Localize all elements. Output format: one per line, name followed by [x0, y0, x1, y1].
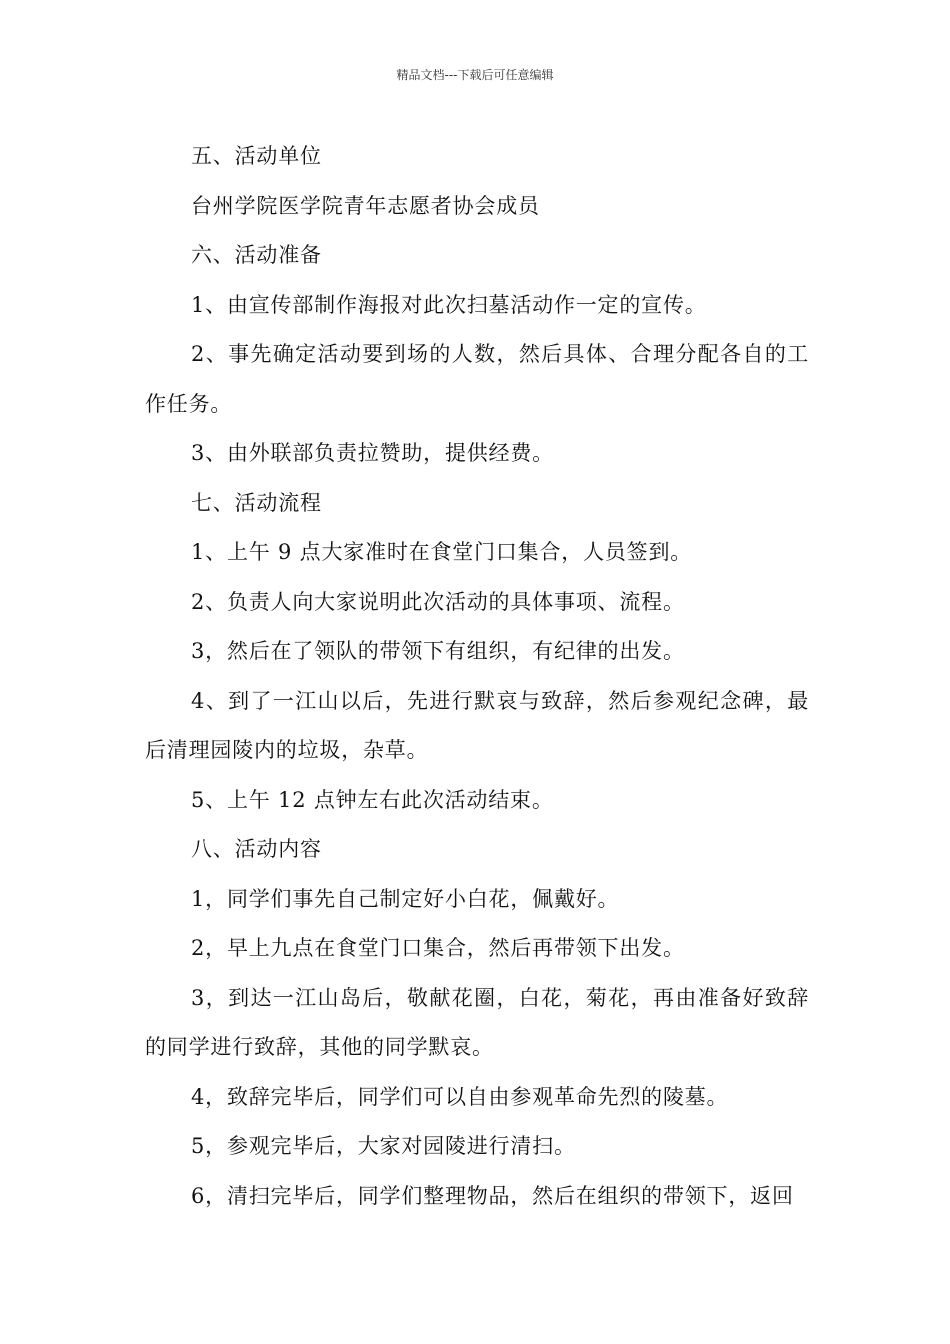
paragraph-organizer: 台州学院医学院青年志愿者协会成员 [191, 193, 540, 218]
content-item-3: 3，到达一江山岛后，敬献花圈，白花，菊花，再由准备好致辞的同学进行致辞，其他的同学默哀。 [145, 985, 809, 1059]
section-heading-5: 五、活动单位 [191, 144, 322, 168]
content-item-4: 4，致辞完毕后，同学们可以自由参观革命先烈的陵墓。 [191, 1084, 729, 1109]
prep-item-1: 1、由宣传部制作海报对此次扫墓活动作一定的宣传。 [191, 292, 707, 317]
section-heading-8: 八、活动内容 [191, 837, 322, 861]
prep-item-2: 2、事先确定活动要到场的人数，然后具体、合理分配各自的工作任务。 [145, 342, 809, 416]
content-item-1: 1，同学们事先自己制定好小白花，佩戴好。 [191, 886, 620, 911]
content-item-2: 2，早上九点在食堂门口集合，然后再带领下出发。 [191, 936, 685, 960]
process-item-1: 1、上午 9 点大家准时在食堂门口集合，人员签到。 [191, 540, 693, 564]
document-body [145, 132, 809, 1221]
process-item-3: 3，然后在了领队的带领下有组织，有纪律的出发。 [191, 639, 685, 663]
section-heading-7: 七、活动流程 [191, 490, 322, 515]
page-header: 精品文档---下载后可任意编辑 [396, 68, 554, 82]
content-item-6: 6，清扫完毕后，同学们整理物品，然后在组织的带领下，返回 [191, 1183, 794, 1208]
process-item-5: 5、上午 12 点钟左右此次活动结束。 [191, 787, 554, 812]
process-item-2: 2、负责人向大家说明此次活动的具体事项、流程。 [191, 589, 685, 614]
prep-item-3: 3、由外联部负责拉赞助，提供经费。 [191, 441, 554, 465]
section-heading-6: 六、活动准备 [191, 243, 322, 267]
process-item-4: 4、到了一江山以后，先进行默哀与致辞，然后参观纪念碑，最后清理园陵内的垃圾，杂草。 [145, 688, 809, 762]
content-item-5: 5，参观完毕后，大家对园陵进行清扫。 [191, 1134, 576, 1158]
